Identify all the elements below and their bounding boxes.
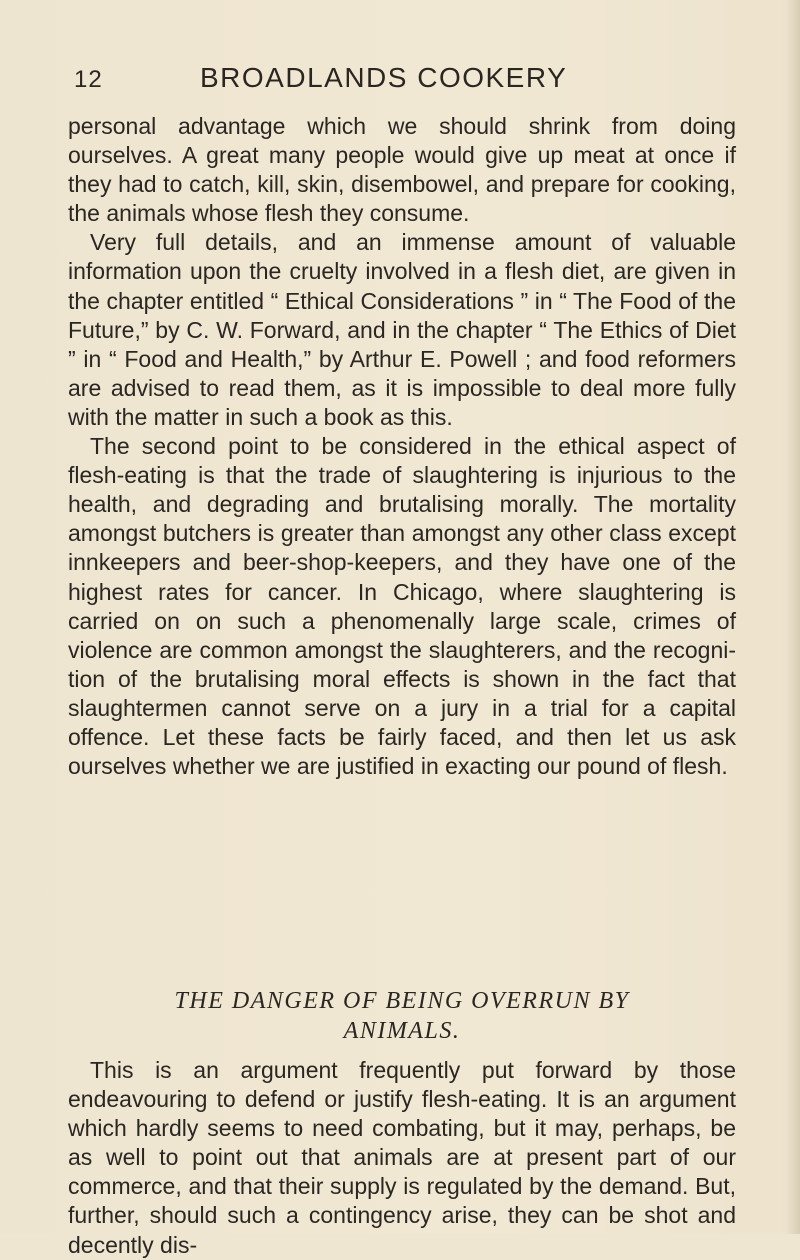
paragraph-3: The second point to be considered in the ethical aspect of flesh-eating is that the trade of slaughtering is injurious to the health, and degrading and brutalising morally. The mortality amongst butchers is greater than amongst any other class except innkeepers and beer-shop-keepers, and they have one of the highest rates for cancer. In Chicago, where slaughtering is carried on on such a phenomenally large scale, crimes of violence are common amongst the slaughterers, and the recogni-tion of the brutalising moral effects is shown in the fact that slaughtermen cannot serve on a jury in a trial for a capital offence. Let these facts be fairly faced, and then let us ask ourselves whether we are justified in exacting our pound of flesh.	[68, 433, 736, 780]
section-heading-line-2: ANIMALS.	[343, 1018, 461, 1044]
section-paragraph-1: This is an argument frequently put forward by those endeavouring to defend or justify flesh-eating. It is an argument which hardly seems to need combating, but it may, perhaps, be as well to point out that animals are at present part of our commerce, and that their supply is regulated by the demand. But, further, should such a contingency arise, they can be shot and decently dis-	[68, 1057, 736, 1258]
main-text	[68, 112, 736, 781]
section-heading-line-1: THE DANGER OF BEING OVERRUN BY	[174, 988, 630, 1014]
page-number: 12	[74, 66, 103, 93]
running-title: BROADLANDS COOKERY	[200, 62, 568, 93]
section-text	[68, 1056, 736, 1260]
page-header	[74, 62, 734, 102]
paragraph-1: personal advantage which we should shrink from doing ourselves. A great many people would give up meat at once if they had to catch, kill, skin, disembowel, and prepare for cooking, the animals whose flesh they consume.	[68, 113, 736, 227]
page-edge-shadow	[786, 0, 800, 1234]
paragraph-2: Very full details, and an immense amount of valuable information upon the cruelty involved in a flesh diet, are given in the chapter entitled “ Ethical Considerations ” in “ The Food of the Future,” by C. W. Forward, and in the chapter “ The Ethics of Diet ” in “ Food and Health,” by Arthur E. Powell ; and food reformers are advised to read them, as it is impossible to deal more fully with the matter in such a book as this.	[68, 229, 736, 430]
section-heading	[68, 986, 736, 1046]
